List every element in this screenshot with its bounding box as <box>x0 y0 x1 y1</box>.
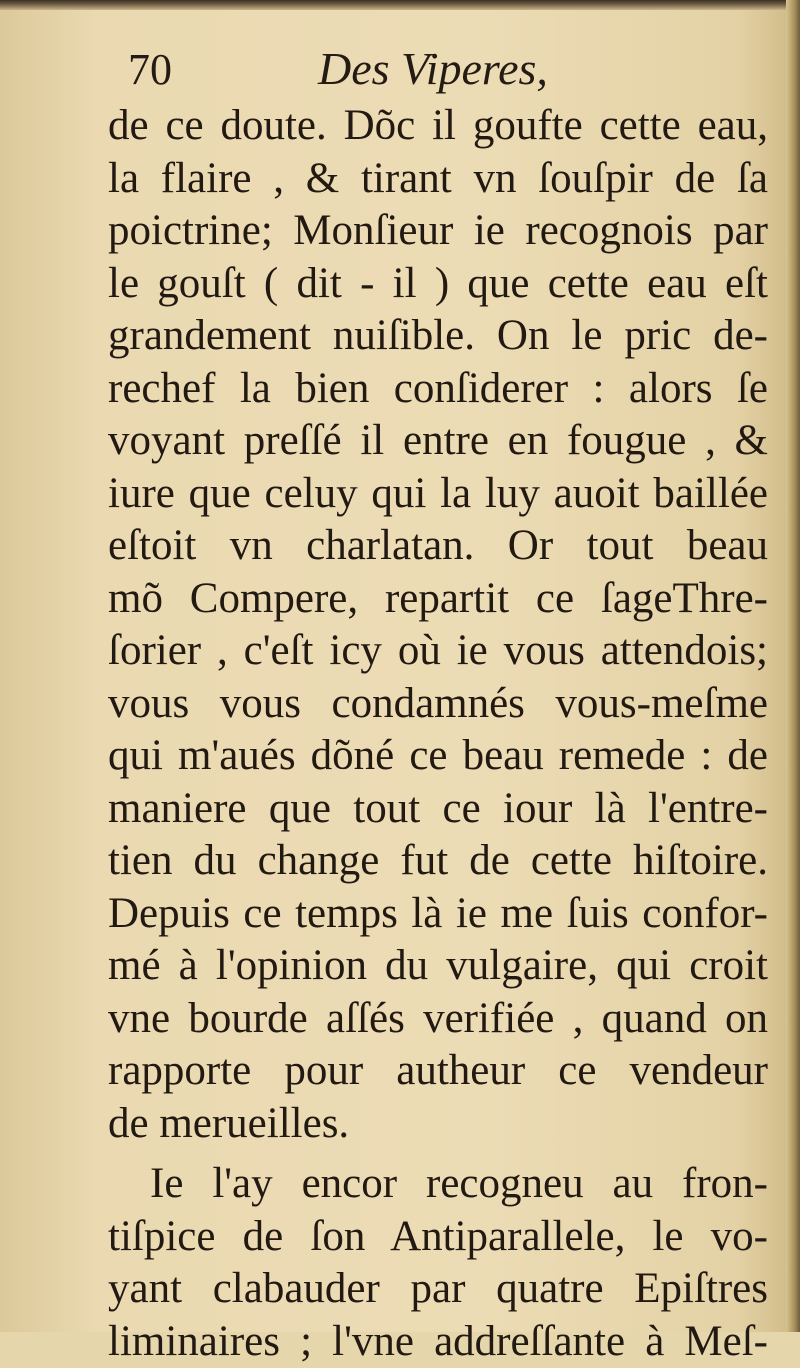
text-line: mõ Compere, repartit ce ſageThre- <box>108 573 768 626</box>
text-line: la flaire , & tirant vn ſouſpir de ſa <box>108 153 768 206</box>
page-top-edge <box>0 0 800 10</box>
text-line: de ce doute. Dõc il goufte cette eau, <box>108 100 768 153</box>
text-line: iure que celuy qui la luy auoit baillée <box>108 468 768 521</box>
text-line: ſorier , c'eſt icy où ie vous attendois; <box>108 625 768 678</box>
text-line: vous vous condamnés vous-meſme <box>108 678 768 731</box>
text-line: rechef la bien conſiderer : alors ſe <box>108 363 768 416</box>
text-line: Depuis ce temps là ie me ſuis confor- <box>108 888 768 941</box>
text-line: poictrine; Monſieur ie recognois par <box>108 205 768 258</box>
paragraph-gap <box>108 1150 768 1158</box>
text-line: Ie l'ay encor recogneu au fron- <box>108 1158 768 1211</box>
text-line: voyant preſſé il entre en fougue , & <box>108 415 768 468</box>
text-line: qui m'aués dõné ce beau remede : de <box>108 730 768 783</box>
paragraph-1 <box>108 100 768 1150</box>
text-line: mé à l'opinion du vulgaire, qui croit <box>108 940 768 993</box>
text-line: tien du change fut de cette hiſtoire. <box>108 835 768 888</box>
text-line: le gouſt ( dit - il ) que cette eau eſt <box>108 258 768 311</box>
text-line: grandement nuiſible. On le pric de- <box>108 310 768 363</box>
text-line: liminaires ; l'vne addreſſante à Meſ- <box>108 1316 768 1368</box>
text-line: maniere que tout ce iour là l'entre- <box>108 783 768 836</box>
text-line: yant clabauder par quatre Epiſtres <box>108 1263 768 1316</box>
body-text <box>108 100 768 1368</box>
text-line: eſtoit vn charlatan. Or tout beau <box>108 520 768 573</box>
running-title: Des Viperes, <box>318 42 548 95</box>
text-line: de merueilles. <box>108 1098 768 1151</box>
page-header <box>118 42 758 98</box>
page-gutter-edge <box>786 0 800 1332</box>
text-line: vne bourde aſſés verifiée , quand on <box>108 993 768 1046</box>
text-line: rapporte pour autheur ce vendeur <box>108 1045 768 1098</box>
text-line: tiſpice de ſon Antiparallele, le vo- <box>108 1211 768 1264</box>
paragraph-2 <box>108 1158 768 1368</box>
page-number: 70 <box>128 44 172 95</box>
